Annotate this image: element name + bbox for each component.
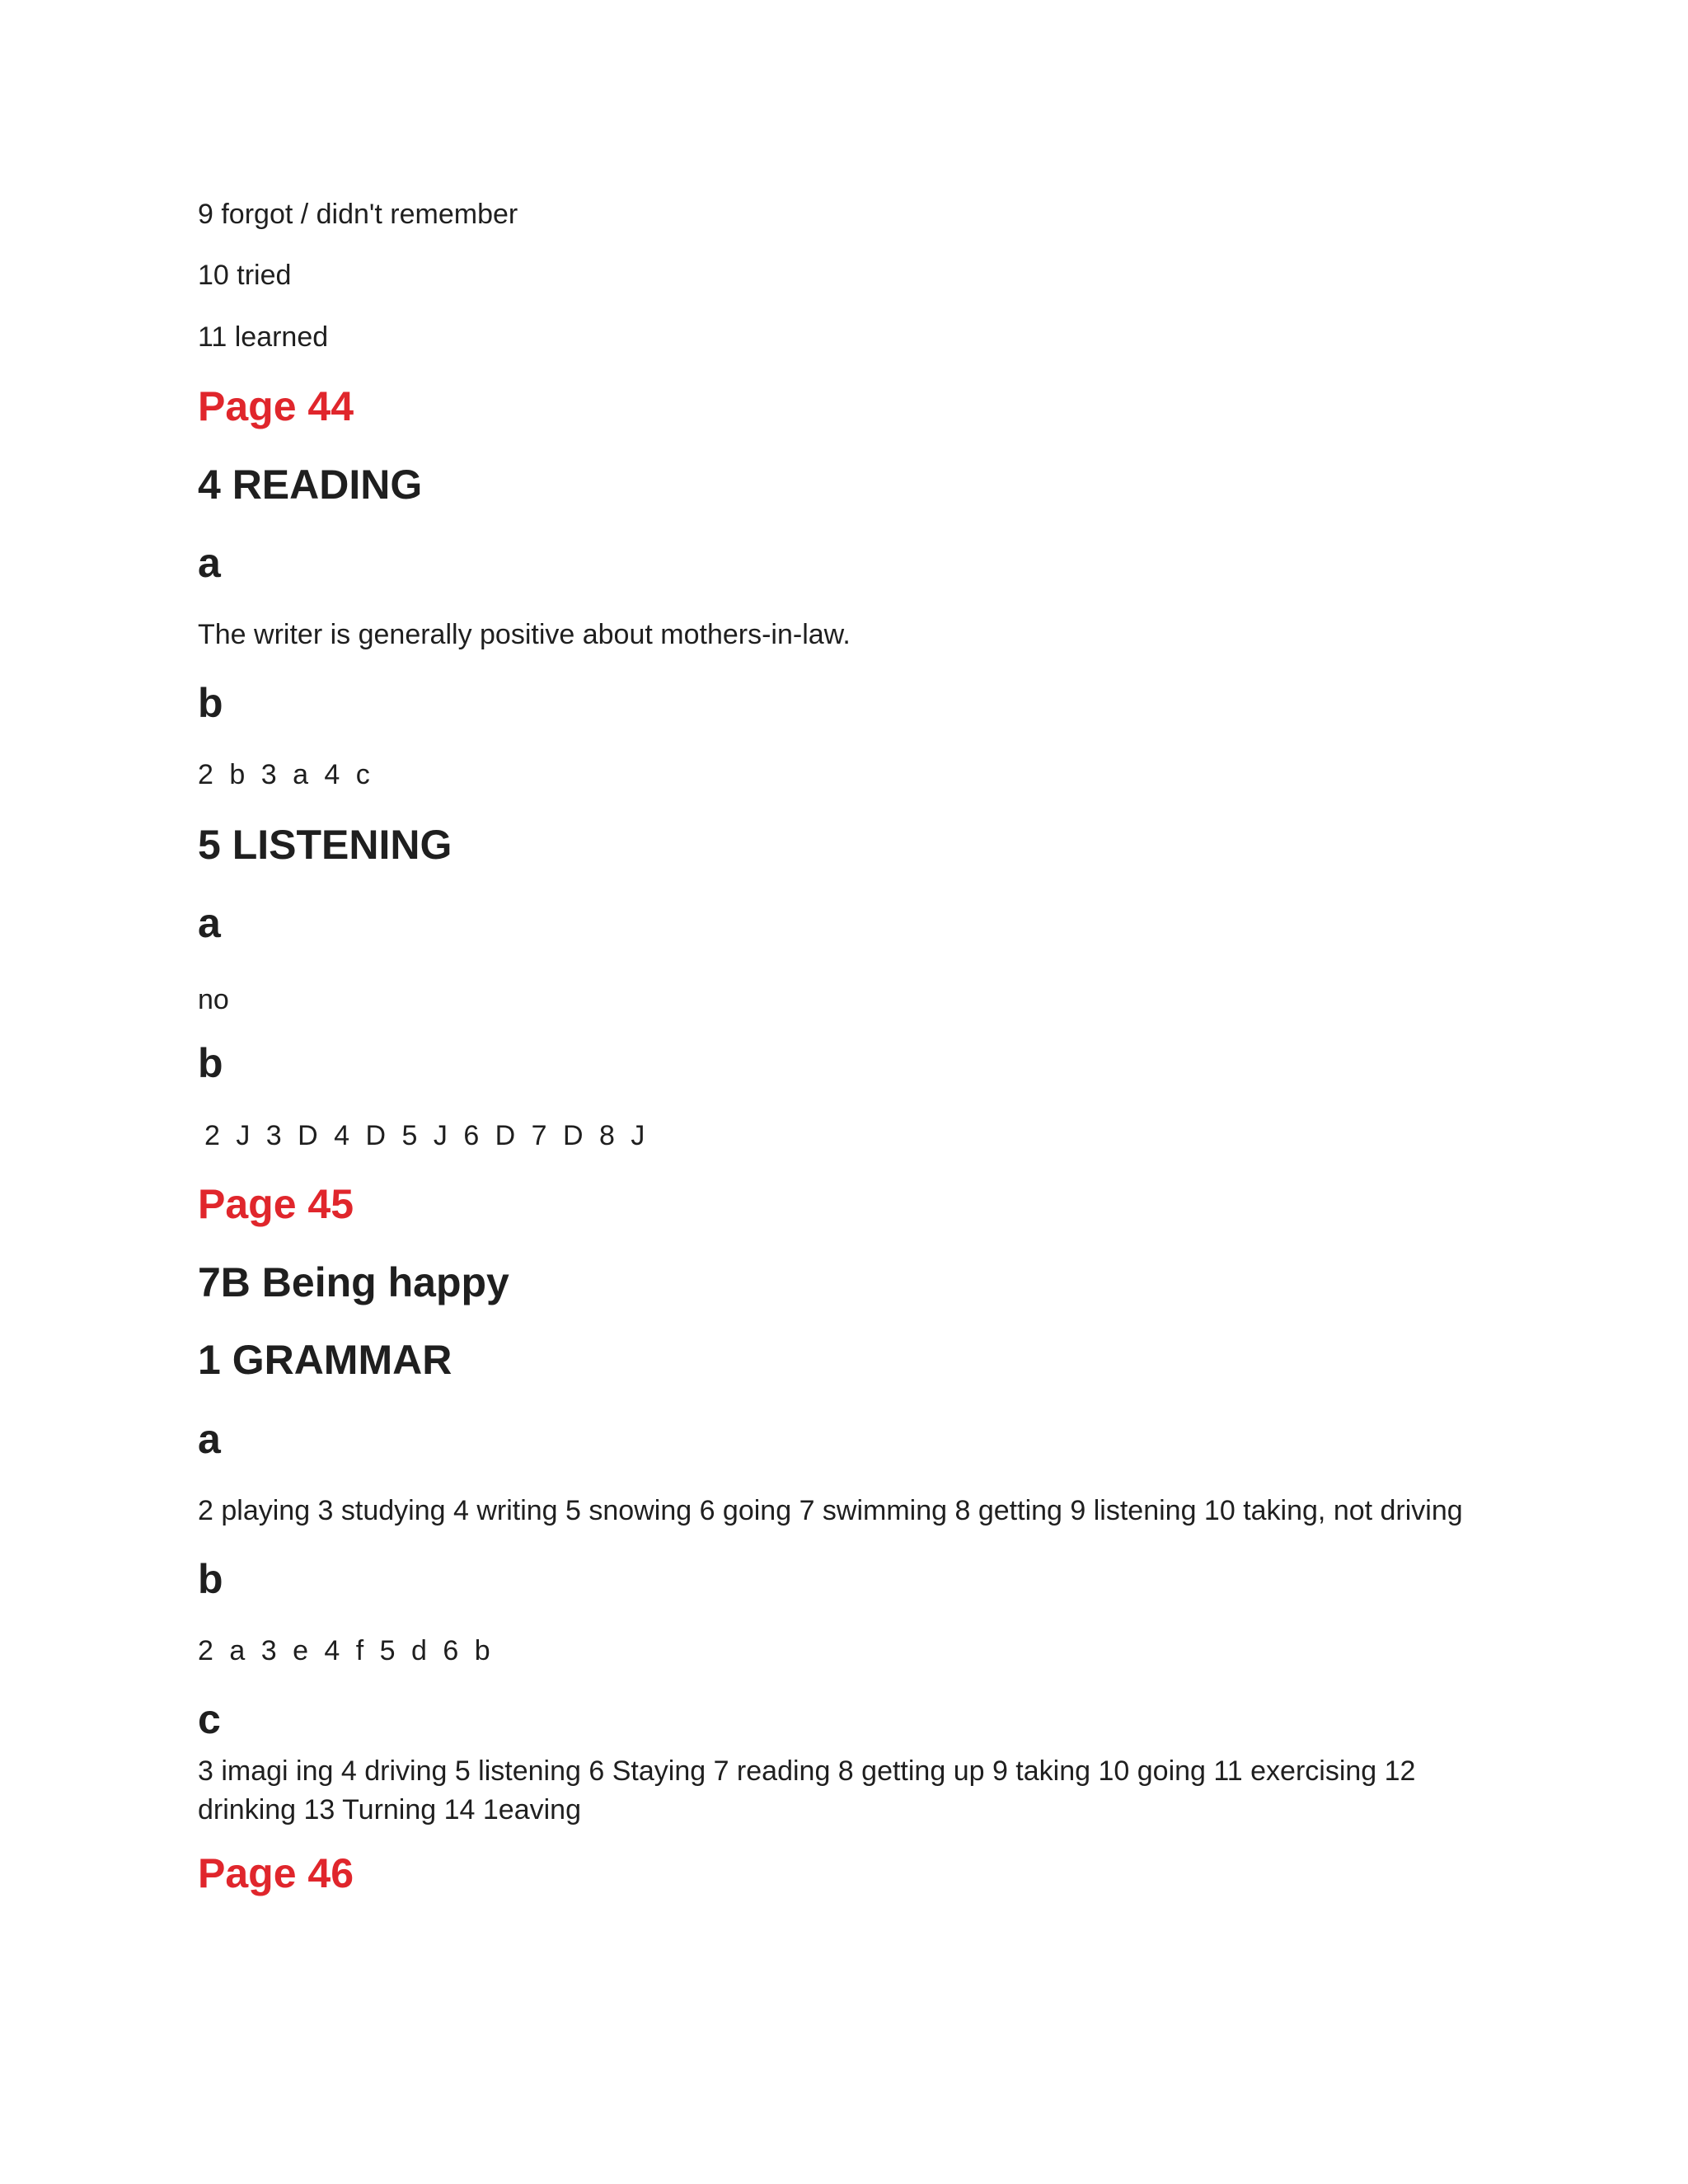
answer-line: 2 J 3 D 4 D 5 J 6 D 7 D 8 J xyxy=(204,1120,645,1151)
answer-line: 2 b 3 a 4 c xyxy=(198,759,370,790)
unit-heading: 7B Being happy xyxy=(198,1259,509,1305)
answer-paragraph: 3 imagi ing 4 driving 5 listening 6 Staying 7 reading 8 getting up 9 taking 10 going 11 exercising 12 drinking 13 Turning 14 1eaving xyxy=(198,1755,1416,1825)
exercise-letter: a xyxy=(198,900,221,946)
exercise-letter: b xyxy=(198,1040,223,1086)
page-heading: Page 44 xyxy=(198,383,354,429)
answer-line: The writer is generally positive about mothers-in-law. xyxy=(198,619,851,650)
answer-line: 9 forgot / didn't remember xyxy=(198,199,518,230)
exercise-letter: b xyxy=(198,680,223,726)
page-heading: Page 46 xyxy=(198,1850,354,1896)
answer-line: 11 learned xyxy=(198,321,329,353)
answer-line: 2 a 3 e 4 f 5 d 6 b xyxy=(198,1635,490,1666)
page-heading: Page 45 xyxy=(198,1181,354,1227)
section-heading: 1 GRAMMAR xyxy=(198,1337,452,1383)
answer-line: 10 tried xyxy=(198,260,292,291)
section-heading: 4 READING xyxy=(198,462,423,508)
answer-line: no xyxy=(198,984,229,1015)
exercise-letter: b xyxy=(198,1556,223,1602)
answer-line: 2 playing 3 studying 4 writing 5 snowing 6 going 7 swimming 8 getting 9 listening 10 taking, not driving xyxy=(198,1495,1463,1526)
section-heading: 5 LISTENING xyxy=(198,822,452,868)
exercise-letter: a xyxy=(198,1416,221,1462)
exercise-letter: a xyxy=(198,540,221,586)
exercise-letter: c xyxy=(198,1696,221,1742)
